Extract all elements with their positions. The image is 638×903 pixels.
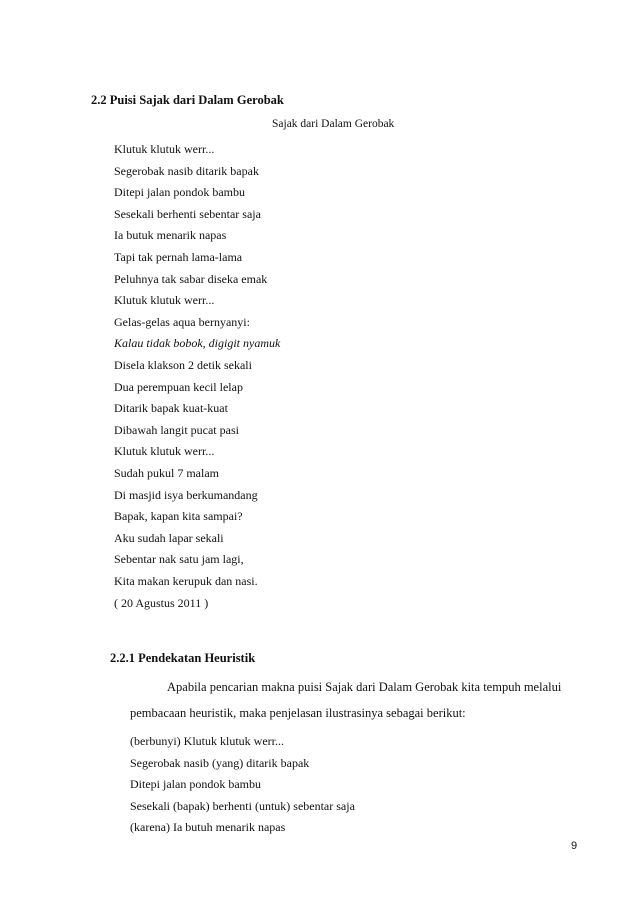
heuristic-line: Segerobak nasib (yang) ditarik bapak [130,755,310,770]
subsection-heading: 2.2.1 Pendekatan Heuristik [110,651,256,665]
poem-line: Di masjid isya berkumandang [114,487,258,502]
poem-line: Segerobak nasib ditarik bapak [114,163,259,178]
poem-line: Ia butuk menarik napas [114,228,227,243]
paragraph-line-2: pembacaan heuristik, maka penjelasan ilustrasinya sebagai berikut: [130,706,466,720]
paragraph-line-1: Apabila pencarian makna puisi Sajak dari Dalam Gerobak kita tempuh melalui [167,680,562,694]
poem-line: Bapak, kapan kita sampai? [114,509,243,524]
poem-line: Sesekali berhenti sebentar saja [114,206,261,221]
page-number: 9 [571,840,578,852]
poem-line: Dibawah langit pucat pasi [114,422,239,437]
heuristic-line: Ditepi jalan pondok bambu [130,777,261,791]
poem-line: Kita makan kerupuk dan nasi. [114,574,258,588]
poem-line: Tapi tak pernah lama-lama [114,250,243,264]
poem-line: Ditarik bapak kuat-kuat [114,401,228,416]
heuristic-line: (berbunyi) Klutuk klutuk werr... [130,734,284,748]
section-heading: 2.2 Puisi Sajak dari Dalam Gerobak [91,93,284,107]
poem-line: Gelas-gelas aqua bernyanyi: [114,314,250,329]
poem-line: Klutuk klutuk werr... [114,444,215,459]
poem-line: Aku sudah lapar sekali [114,530,224,545]
poem-title: Sajak dari Dalam Gerobak [272,118,395,130]
poem-line: Peluhnya tak sabar diseka emak [114,271,268,286]
poem-line: Dua perempuan kecil lelap [114,379,243,394]
poem-line: Ditepi jalan pondok bambu [114,185,245,200]
poem-line: Klutuk klutuk werr... [114,293,215,308]
poem-line: Disela klakson 2 detik sekali [114,358,252,372]
poem-line: Klutuk klutuk werr... [114,142,215,156]
heuristic-line: (karena) Ia butuh menarik napas [130,820,286,834]
poem-line: ( 20 Agustus 2011 ) [114,595,209,610]
poem-line: Sudah pukul 7 malam [114,466,219,480]
heuristic-line: Sesekali (bapak) berhenti (untuk) sebentar saja [130,798,355,813]
poem-line: Kalau tidak bobok, digigit nyamuk [114,336,281,351]
poem-line: Sebentar nak satu jam lagi, [114,552,244,567]
